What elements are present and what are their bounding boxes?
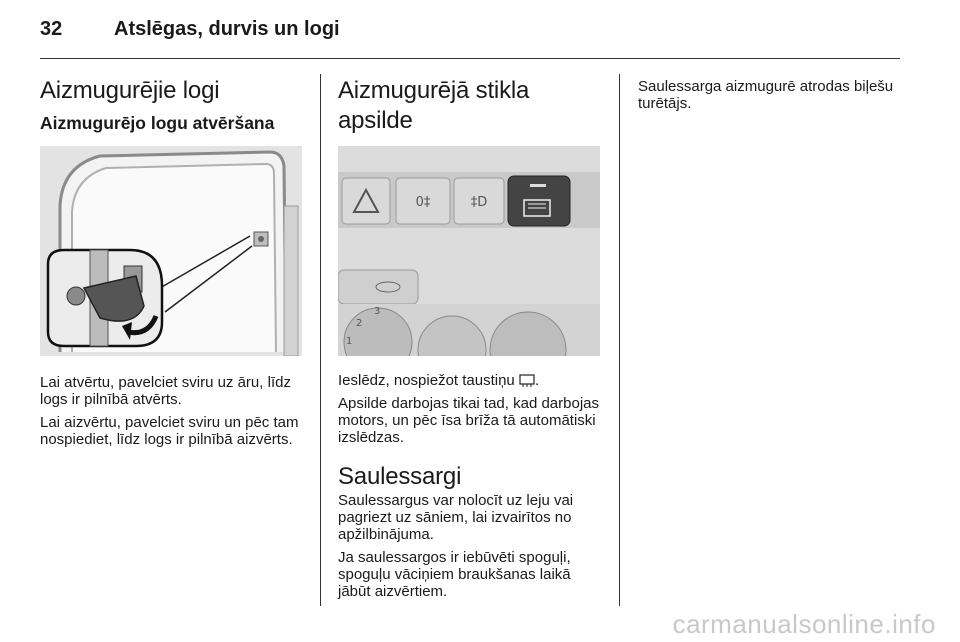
header-rule — [40, 58, 900, 59]
chapter-title: Atslēgas, durvis un logi — [114, 18, 340, 40]
rear-window-latch-illustration — [40, 146, 302, 356]
defrost-instruction-text: Ieslēdz, nospiežot taustiņu — [338, 372, 515, 389]
dashboard-drawing — [338, 146, 600, 356]
column-2 — [338, 76, 602, 606]
sun-visor-mirror-note: Ja saulessargos ir iebūvēti spoguļi, spoguļu vāciņiem braukšanas laikā jābūt aizvērtiem. — [338, 549, 571, 600]
page-number: 32 — [40, 18, 63, 40]
closing-instruction: Lai aizvērtu, pavelciet sviru un pēc tam nospiediet, līdz logs ir pilnībā aizvērts. — [40, 414, 299, 448]
defrost-instruction — [338, 372, 602, 389]
dashboard-buttons-illustration — [338, 146, 600, 356]
sun-visor-description: Saulessargus var nolocīt uz leju vai pagriezt uz sāniem, lai izvairītos no apžilbinājuma. — [338, 492, 574, 543]
ticket-holder-note: Saulessarga aizmugurē atrodas biļešu turētājs. — [638, 78, 894, 112]
section-heading-sun-visors: Saulessargi — [338, 463, 462, 490]
svg-text:0‡: 0‡ — [415, 195, 431, 210]
rear-defrost-icon — [519, 373, 535, 387]
section-heading-rear-windows: Aizmugurējie logi — [40, 77, 220, 104]
column-divider-1 — [320, 74, 321, 606]
page-header — [40, 18, 900, 58]
opening-instruction: Lai atvērtu, pavelciet sviru uz āru, līdz logs ir pilnībā atvērts. — [40, 374, 291, 408]
section-heading-rear-defrost: Aizmugurējā stikla apsilde — [338, 77, 530, 134]
watermark: carmanualsonline.info — [672, 609, 936, 639]
svg-text:2: 2 — [356, 318, 363, 329]
svg-text:‡D: ‡D — [470, 195, 488, 210]
column-1 — [40, 76, 304, 454]
column-divider-2 — [619, 74, 620, 606]
column-3 — [638, 76, 902, 118]
svg-text:1: 1 — [346, 336, 353, 347]
svg-text:3: 3 — [374, 306, 381, 317]
defrost-instruction-end: . — [534, 372, 540, 389]
latch-drawing — [40, 146, 302, 356]
subheading-opening-rear-windows: Aizmugurējo logu atvēršana — [40, 113, 275, 133]
defrost-description: Apsilde darbojas tikai tad, kad darbojas motors, un pēc īsa brīža tā automātiski izslēdzas. — [338, 395, 599, 446]
